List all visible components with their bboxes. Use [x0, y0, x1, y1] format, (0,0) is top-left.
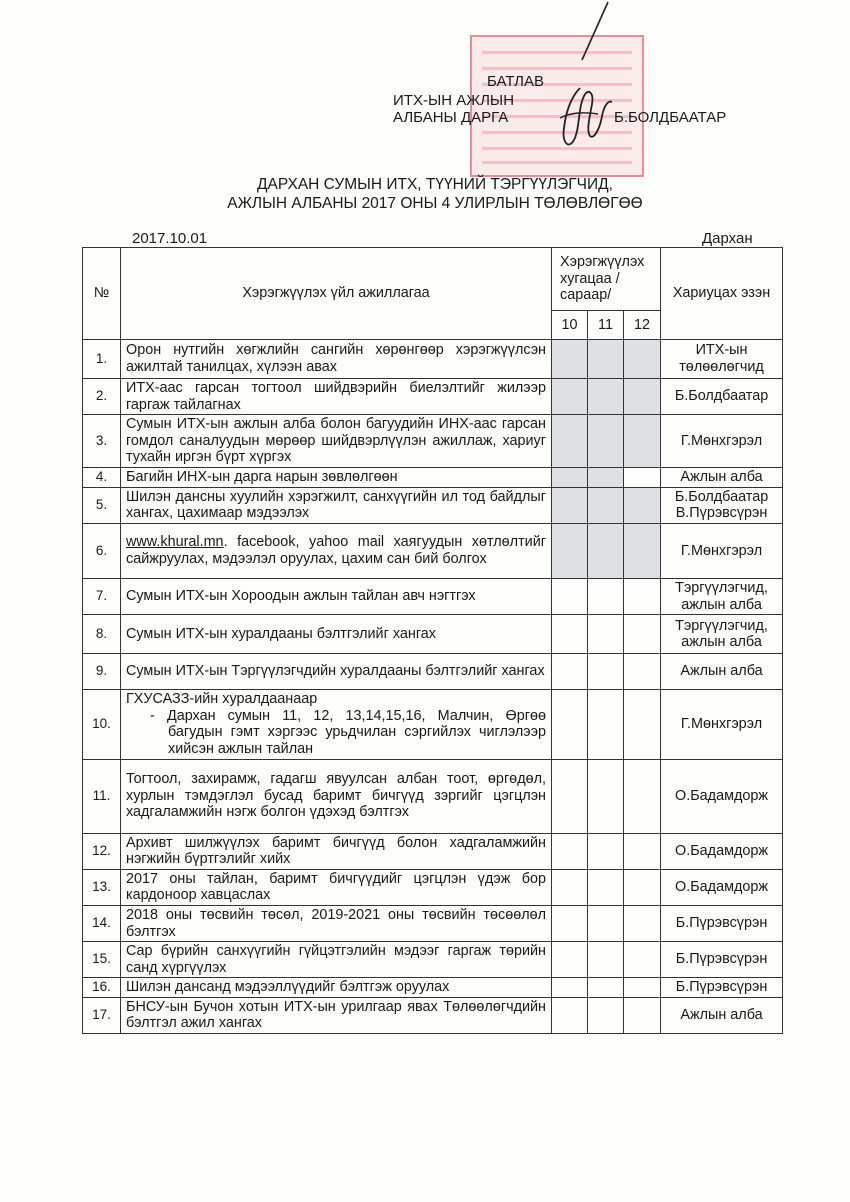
- table-row: [83, 379, 783, 415]
- month-cell-10: [552, 487, 588, 523]
- month-cell-10: [552, 654, 588, 690]
- row-task: БНСУ-ын Бучон хотын ИТХ-ын урилгаар явах Төлөөлөгчдийн бэлтгэл ажил хангах: [121, 997, 552, 1033]
- month-cell-12: [624, 654, 661, 690]
- month-cell-12: [624, 690, 661, 759]
- header-month-11: 11: [588, 311, 624, 340]
- row-number: 16.: [83, 978, 121, 998]
- approval-heading: БАТЛАВ: [487, 73, 545, 90]
- website-link[interactable]: www.khural.mn: [126, 534, 224, 551]
- row-number: 10.: [83, 690, 121, 759]
- row-number: 3.: [83, 415, 121, 468]
- row-task: 2018 оны төсвийн төсөл, 2019-2021 оны төсвийн төсөөлөл бэлтгэх: [121, 905, 552, 941]
- month-cell-11: [588, 578, 624, 614]
- table-row: [83, 615, 783, 654]
- month-cell-11: [588, 759, 624, 833]
- row-task: 2017 оны тайлан, баримт бичгүүдийг цэгцлэн үдэж бор кардоноор хавцаслах: [121, 869, 552, 905]
- month-cell-11: [588, 615, 624, 654]
- month-cell-12: [624, 468, 661, 488]
- table-row: [83, 690, 783, 759]
- row-task-title: ГХУСАЗЗ-ийн хуралдаанаар: [126, 691, 318, 708]
- row-owner: О.Бадамдорж: [661, 833, 783, 869]
- month-cell-11: [588, 978, 624, 998]
- row-number: 15.: [83, 942, 121, 978]
- month-cell-11: [588, 905, 624, 941]
- month-cell-12: [624, 978, 661, 998]
- table-row: [83, 978, 783, 998]
- row-task: Сар бүрийн санхүүгийн гүйцэтгэлийн мэдээг гаргаж төрийн санд хүргүүлэх: [121, 942, 552, 978]
- month-cell-10: [552, 942, 588, 978]
- table-row: [83, 487, 783, 523]
- month-cell-11: [588, 415, 624, 468]
- row-owner: Тэргүүлэгчид, ажлын алба: [661, 578, 783, 614]
- row-owner: Ажлын алба: [661, 654, 783, 690]
- row-subtask: - Дархан сумын 11, 12, 13,14,15,16, Малчин, Өргөө багудын гэмт хэргээс урьдчилан сэргийлэх чиглэлээр хийсэн ажлын тайлан: [150, 707, 546, 757]
- month-cell-10: [552, 690, 588, 759]
- document-date: 2017.10.01: [132, 230, 208, 247]
- month-cell-10: [552, 759, 588, 833]
- month-cell-10: [552, 978, 588, 998]
- month-cell-12: [624, 997, 661, 1033]
- month-cell-10: [552, 997, 588, 1033]
- row-number: 6.: [83, 523, 121, 578]
- month-cell-12: [624, 379, 661, 415]
- month-cell-11: [588, 997, 624, 1033]
- row-owner: Г.Мөнхгэрэл: [661, 415, 783, 468]
- row-owner: Б.Пүрэвсүрэн: [661, 905, 783, 941]
- row-number: 8.: [83, 615, 121, 654]
- row-number: 14.: [83, 905, 121, 941]
- row-number: 9.: [83, 654, 121, 690]
- month-cell-12: [624, 869, 661, 905]
- table-row: [83, 340, 783, 379]
- header-month-12: 12: [624, 311, 661, 340]
- table-row: [83, 523, 783, 578]
- month-cell-11: [588, 340, 624, 379]
- month-cell-11: [588, 523, 624, 578]
- month-cell-11: [588, 654, 624, 690]
- row-number: 5.: [83, 487, 121, 523]
- row-owner: Б.Болдбаатар: [661, 379, 783, 415]
- header-month-10: 10: [552, 311, 588, 340]
- month-cell-10: [552, 869, 588, 905]
- month-cell-10: [552, 415, 588, 468]
- month-cell-11: [588, 833, 624, 869]
- row-number: 17.: [83, 997, 121, 1033]
- row-task: [121, 690, 552, 759]
- document-title-line-2: АЖЛЫН АЛБАНЫ 2017 ОНЫ 4 УЛИРЛЫН ТӨЛӨВЛӨГӨӨ: [227, 195, 643, 212]
- row-number: 1.: [83, 340, 121, 379]
- month-cell-10: [552, 379, 588, 415]
- row-number: 2.: [83, 379, 121, 415]
- row-task: www.khural.mn. facebook, yahoo mail хаягуудын хөтлөлтийг сайжруулах, мэдээлэл оруулах, цахим сан бий болгох: [121, 523, 552, 578]
- month-cell-12: [624, 578, 661, 614]
- row-owner: Г.Мөнхгэрэл: [661, 690, 783, 759]
- table-row: [83, 905, 783, 941]
- table-row: [83, 468, 783, 488]
- row-number: 7.: [83, 578, 121, 614]
- month-cell-12: [624, 340, 661, 379]
- month-cell-10: [552, 578, 588, 614]
- table-row: [83, 942, 783, 978]
- row-number: 4.: [83, 468, 121, 488]
- row-owner: Г.Мөнхгэрэл: [661, 523, 783, 578]
- row-owner: Б.Болдбаатар В.Пүрэвсүрэн: [661, 487, 783, 523]
- month-cell-12: [624, 942, 661, 978]
- row-owner: Ажлын алба: [661, 997, 783, 1033]
- row-number: 12.: [83, 833, 121, 869]
- row-task: Сумын ИТХ-ын Хороодын ажлын тайлан авч нэгтгэх: [121, 578, 552, 614]
- table-row: [83, 833, 783, 869]
- approval-line-1: ИТХ-ЫН АЖЛЫН: [393, 92, 515, 109]
- row-task: Архивт шилжүүлэх баримт бичгүүд болон хадгаламжийн нэгжийн бүртгэлийг хийх: [121, 833, 552, 869]
- row-task: Орон нутгийн хөгжлийн сангийн хөрөнгөөр хэрэгжүүлсэн ажилтай танилцах, хүлээн авах: [121, 340, 552, 379]
- month-cell-12: [624, 415, 661, 468]
- table-row: [83, 869, 783, 905]
- table-row: [83, 578, 783, 614]
- row-number: 11.: [83, 759, 121, 833]
- header-task: Хэрэгжүүлэх үйл ажиллагаа: [121, 248, 552, 340]
- row-task: Сумын ИТХ-ын хуралдааны бэлтгэлийг хангах: [121, 615, 552, 654]
- month-cell-12: [624, 523, 661, 578]
- row-task: Тогтоол, захирамж, гадагш явуулсан албан тоот, өргөдөл, хурлын тэмдэглэл бусад баримт бичгүүд зэргийг цэгцлэн хадгаламжийн нэгж болгон үдэхэд бэлтгэх: [121, 759, 552, 833]
- header-number: №: [83, 248, 121, 340]
- row-owner: Б.Пүрэвсүрэн: [661, 978, 783, 998]
- document-title-line-1: ДАРХАН СУМЫН ИТХ, ТҮҮНИЙ ТЭРГҮҮЛЭГЧИД,: [257, 176, 613, 193]
- row-number: 13.: [83, 869, 121, 905]
- month-cell-12: [624, 615, 661, 654]
- approval-line-2: АЛБАНЫ ДАРГА: [393, 109, 509, 126]
- plan-table: [82, 247, 783, 1034]
- month-cell-12: [624, 833, 661, 869]
- row-owner: Б.Пүрэвсүрэн: [661, 942, 783, 978]
- month-cell-12: [624, 759, 661, 833]
- approval-name: Б.БОЛДБААТАР: [614, 109, 727, 126]
- row-owner: Ажлын алба: [661, 468, 783, 488]
- month-cell-10: [552, 340, 588, 379]
- month-cell-10: [552, 523, 588, 578]
- row-owner: О.Бадамдорж: [661, 759, 783, 833]
- month-cell-12: [624, 905, 661, 941]
- month-cell-11: [588, 942, 624, 978]
- row-task: Шилэн дансанд мэдээллүүдийг бэлтгэж оруулах: [121, 978, 552, 998]
- row-task: Багийн ИНХ-ын дарга нарын зөвлөлгөөн: [121, 468, 552, 488]
- row-owner: ИТХ-ын төлөөлөгчид: [661, 340, 783, 379]
- header-period: Хэрэгжүүлэх хугацаа /сараар/: [552, 248, 661, 311]
- month-cell-11: [588, 869, 624, 905]
- month-cell-10: [552, 833, 588, 869]
- month-cell-11: [588, 487, 624, 523]
- month-cell-11: [588, 468, 624, 488]
- row-task: ИТХ-аас гарсан тогтоол шийдвэрийн биелэлтийг жилээр гаргаж тайлагнах: [121, 379, 552, 415]
- table-row: [83, 997, 783, 1033]
- month-cell-10: [552, 468, 588, 488]
- month-cell-10: [552, 905, 588, 941]
- table-row: [83, 415, 783, 468]
- document-place: Дархан: [702, 230, 753, 247]
- table-row: [83, 654, 783, 690]
- row-task: Сумын ИТХ-ын Тэргүүлэгчдийн хуралдааны бэлтгэлийг хангах: [121, 654, 552, 690]
- month-cell-12: [624, 487, 661, 523]
- table-row: [83, 759, 783, 833]
- header-owner: Хариуцах эзэн: [661, 248, 783, 340]
- month-cell-10: [552, 615, 588, 654]
- row-task: Шилэн дансны хуулийн хэрэгжилт, санхүүгийн ил тод байдлыг хангах, цахимаар мэдээлэх: [121, 487, 552, 523]
- month-cell-11: [588, 690, 624, 759]
- plan-table-body: [83, 340, 783, 1034]
- row-owner: Тэргүүлэгчид, ажлын алба: [661, 615, 783, 654]
- month-cell-11: [588, 379, 624, 415]
- row-owner: О.Бадамдорж: [661, 869, 783, 905]
- row-task: Сумын ИТХ-ын ажлын алба болон багуудийн ИНХ-аас гарсан гомдол саналуудын мөрөөр шийдвэрлүүлэн ажиллаж, хариуг тухайн иргэн бүрт хүргэх: [121, 415, 552, 468]
